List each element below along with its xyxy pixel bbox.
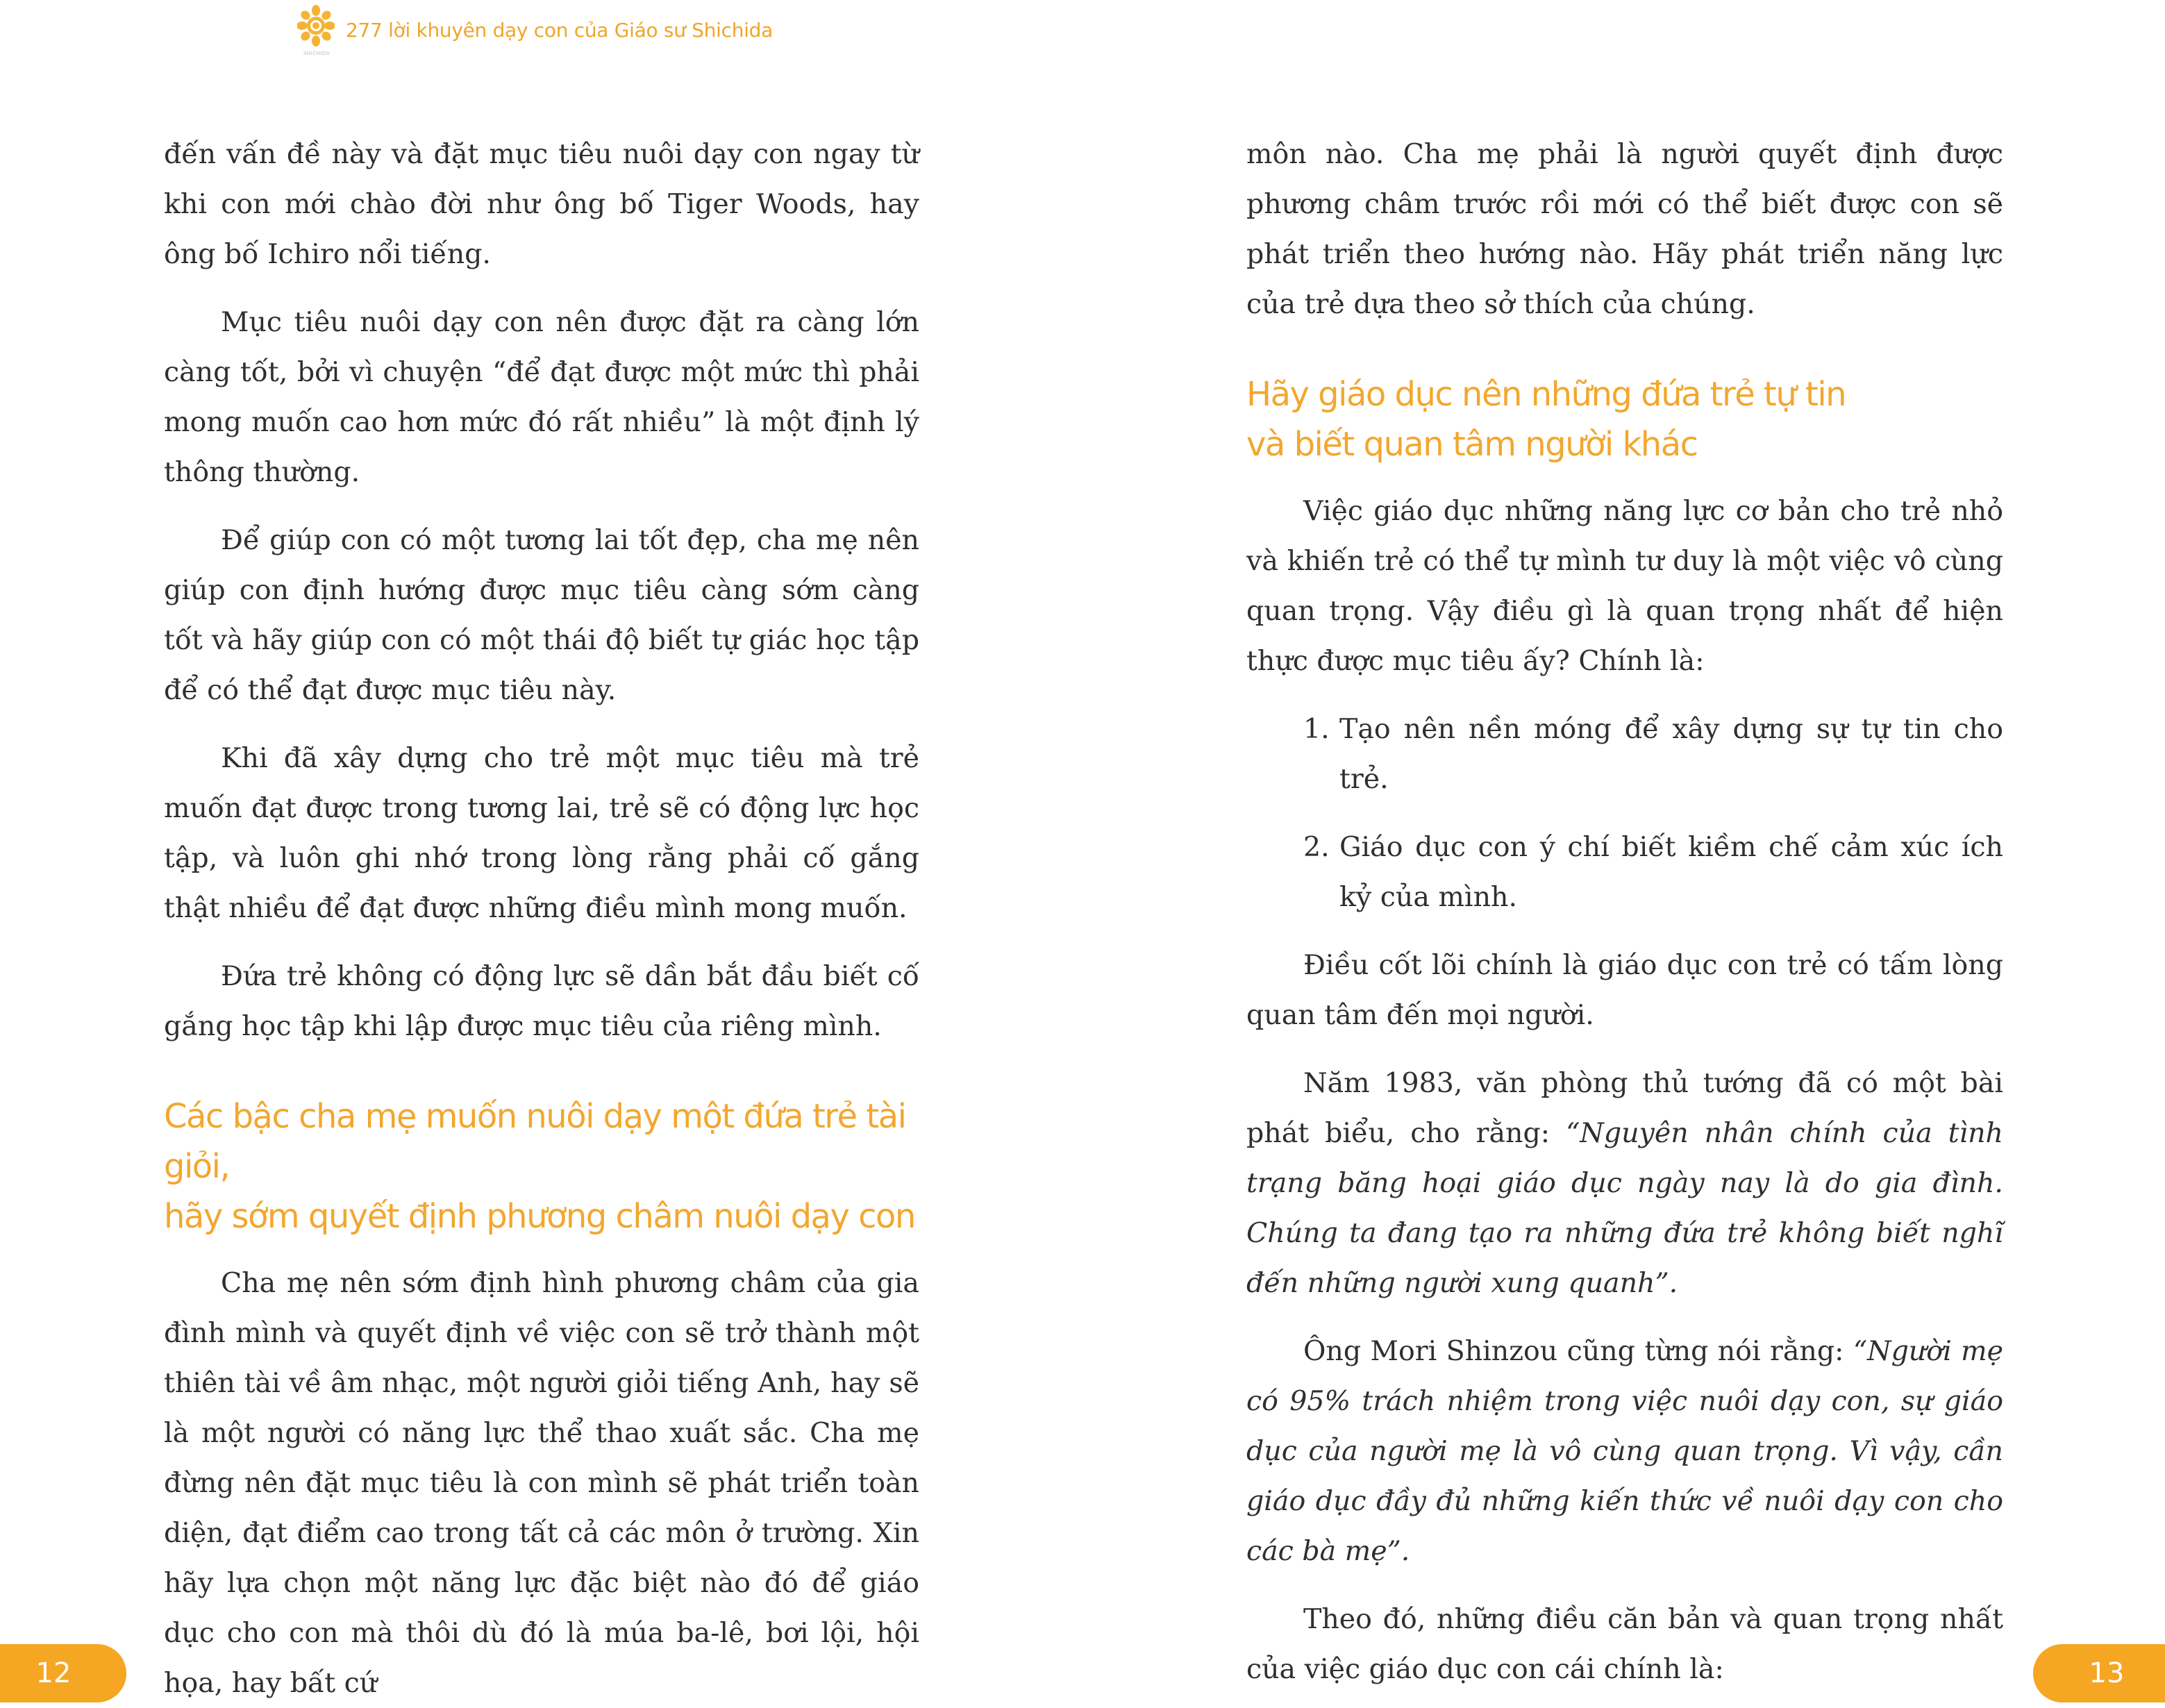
logo-mark — [297, 5, 335, 49]
page-number-left: 12 — [0, 1644, 126, 1702]
section-heading — [1246, 369, 2003, 469]
paragraph: Điều cốt lõi chính là giáo dục con trẻ có tấm lòng quan tâm đến mọi người. — [1246, 949, 2003, 1031]
logo-text: SHICHIDA — [303, 51, 331, 56]
running-header — [297, 0, 773, 60]
paragraph: Để giúp con có một tương lai tốt đẹp, cha mẹ nên giúp con định hướng được mục tiêu càng sớm càng tốt và hãy giúp con có một thái độ biết tự giác học tập để có thể đạt được mục tiêu này. — [164, 524, 919, 706]
page-number-right: 13 — [2033, 1644, 2165, 1702]
paragraph-lead: Ông Mori Shinzou cũng từng nói rằng: — [1303, 1335, 1853, 1367]
paragraph: Cha mẹ nên sớm định hình phương châm của gia đình mình và quyết định về việc con sẽ trở thành một thiên tài về âm nhạc, một người giỏi tiếng Anh, hay sẽ là một người có năng lực thể thao xuất sắc. Cha mẹ đừng nên đặt mục tiêu là con mình sẽ phát triển toàn diện, đạt điểm cao trong tất cả các môn ở trường. Xin hãy lựa chọn một năng lực đặc biệt nào đó để giáo dục cho con mà thôi dù đó là múa ba-lê, bơi lội, hội họa, hay bất cứ — [164, 1267, 919, 1699]
paragraph-lead: Năm 1983, văn phòng thủ tướng đã có một bài phát biểu, cho rằng: — [1246, 1067, 2003, 1149]
list-item — [1246, 822, 2003, 922]
left-page-column — [164, 129, 919, 1708]
paragraph: đến vấn đề này và đặt mục tiêu nuôi dạy con ngay từ khi con mới chào đời như ông bố Tiger Woods, hay ông bố Ichiro nổi tiếng. — [164, 138, 919, 270]
paragraph: Khi đã xây dựng cho trẻ một mục tiêu mà trẻ muốn đạt được trong tương lai, trẻ sẽ có động lực học tập, và luôn ghi nhớ trong lòng rằng phải cố gắng thật nhiều để đạt được những điều mình mong muốn. — [164, 742, 919, 924]
section-heading — [164, 1091, 919, 1241]
list-item — [1246, 704, 2003, 804]
paragraph: Đứa trẻ không có động lực sẽ dần bắt đầu biết cố gắng học tập khi lập được mục tiêu của riêng mình. — [164, 960, 919, 1042]
paragraph: Việc giáo dục những năng lực cơ bản cho trẻ nhỏ và khiến trẻ có thể tự mình tư duy là một việc vô cùng quan trọng. Vậy điều gì là quan trọng nhất để hiện thực được mục tiêu ấy? Chính là: — [1246, 495, 2003, 677]
paragraph: Mục tiêu nuôi dạy con nên được đặt ra càng lớn càng tốt, bởi vì chuyện “để đạt được một mức thì phải mong muốn cao hơn mức đó rất nhiều” là một định lý thông thường. — [164, 306, 919, 488]
sun-flower-logo-icon — [297, 5, 335, 55]
book-title: 277 lời khuyên dạy con của Giáo sư Shichida — [346, 18, 774, 42]
list-text: Tạo nên nền móng để xây dựng sự tự tin cho trẻ. — [1339, 713, 2003, 795]
paragraph: môn nào. Cha mẹ phải là người quyết định được phương châm trước rồi mới có thể biết được con sẽ phát triển theo hướng nào. Hãy phát triển năng lực của trẻ dựa theo sở thích của chúng. — [1246, 138, 2003, 320]
section-heading-line: Các bậc cha mẹ muốn nuôi dạy một đứa trẻ tài giỏi, — [164, 1097, 906, 1186]
list-text: Giáo dục con ý chí biết kiềm chế cảm xúc ích kỷ của mình. — [1339, 831, 2003, 913]
paragraph — [1246, 1058, 2003, 1308]
list-number: 1. — [1303, 713, 1330, 745]
section-heading-line: và biết quan tâm người khác — [1246, 425, 1698, 464]
quote: “Nguyên nhân chính của tình trạng băng hoại giáo dục ngày nay là do gia đình. Chúng ta đang tạo ra những đứa trẻ không biết nghĩ đến những người xung quanh”. — [1246, 1117, 2003, 1299]
numbered-list — [1246, 704, 2003, 922]
paragraph — [1246, 1326, 2003, 1576]
section-heading-line: hãy sớm quyết định phương châm nuôi dạy con — [164, 1197, 915, 1236]
section-heading-line: Hãy giáo dục nên những đứa trẻ tự tin — [1246, 375, 1846, 414]
paragraph: Theo đó, những điều căn bản và quan trọng nhất của việc giáo dục con cái chính là: — [1246, 1603, 2003, 1685]
list-number: 2. — [1303, 831, 1330, 863]
right-page-column — [1246, 129, 2003, 1694]
quote: “Người mẹ có 95% trách nhiệm trong việc nuôi dạy con, sự giáo dục của người mẹ là vô cùng quan trọng. Vì vậy, cần giáo dục đầy đủ những kiến thức về nuôi dạy con cho các bà mẹ”. — [1246, 1335, 2003, 1567]
